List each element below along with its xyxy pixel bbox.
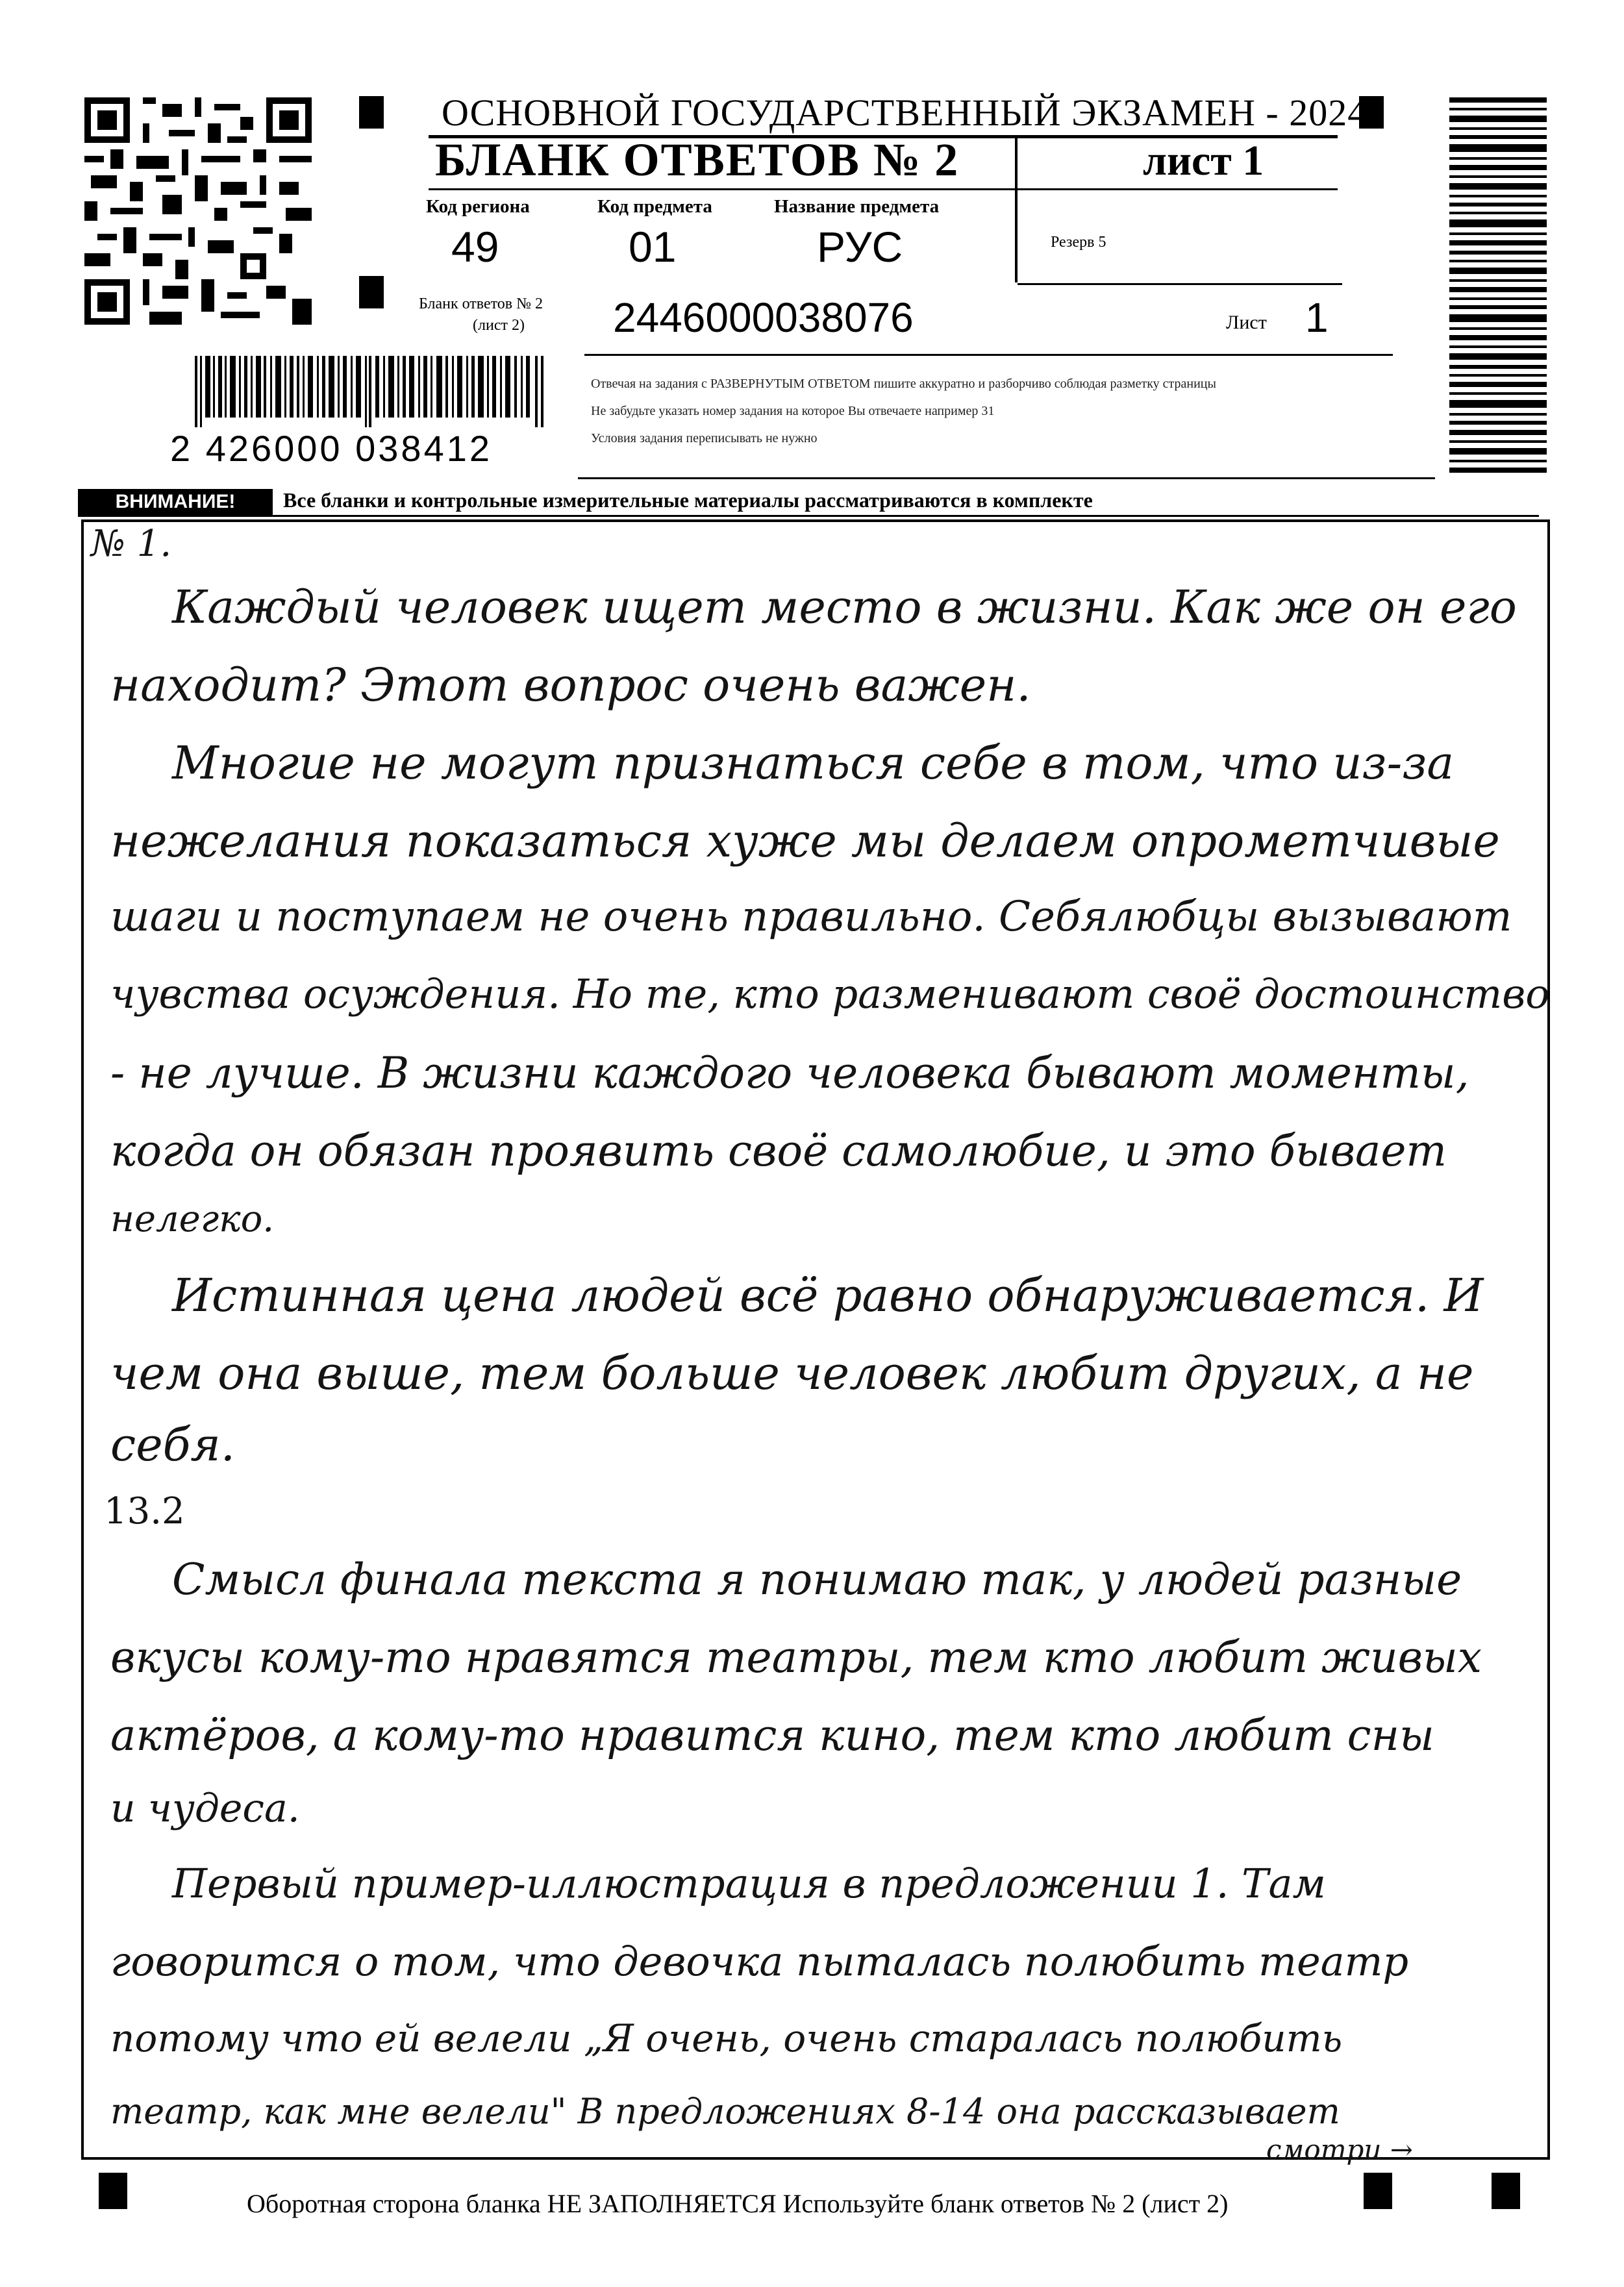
subject-code-label: Код предмета	[597, 196, 712, 217]
registration-marker-top-left	[359, 96, 384, 129]
header-divider	[429, 188, 1338, 190]
region-code-label: Код региона	[426, 196, 530, 217]
answer-line: - не лучше. В жизни каждого человека бывают моменты,	[110, 1048, 1469, 1098]
answer-line: говорится о том, что девочка пыталась полюбить театр	[110, 1938, 1409, 1985]
answer-line: и чудеса.	[110, 1786, 300, 1831]
form-title: БЛАНК ОТВЕТОВ № 2	[435, 134, 960, 186]
answer-line: когда он обязан проявить своё самолюбие, и это бывает	[110, 1126, 1447, 1176]
answer-line: № 1.	[91, 523, 172, 565]
answer-line: Смысл финала текста я понимаю так, у людей разные	[172, 1555, 1462, 1605]
header-divider-right	[1018, 283, 1342, 285]
answer-line: Первый пример-иллюстрация в предложении 1. Там	[172, 1860, 1326, 1907]
instruction-line-2: Не забудьте указать номер задания на которое Вы отвечаете например 31	[591, 404, 995, 418]
answer-line: Каждый человек ищет место в жизни. Как же он его	[172, 581, 1517, 634]
answer-line: шаги и поступаем не очень правильно. Себялюбцы вызывают	[110, 893, 1512, 941]
warning-underline	[78, 515, 1539, 517]
registration-marker-mid-left	[359, 276, 384, 308]
registration-marker-bottom-mid	[1364, 2173, 1392, 2209]
subject-name-value: РУС	[817, 223, 903, 271]
registration-marker-bottom-right	[1492, 2173, 1520, 2209]
answer-line: театр, как мне велели" В предложениях 8-14 она рассказывает	[110, 2091, 1340, 2132]
header-divider-vertical	[1015, 138, 1018, 282]
answer-line: нелегко.	[110, 1198, 275, 1240]
warning-badge: ВНИМАНИЕ!	[78, 489, 273, 515]
footer-note: Оборотная сторона бланка НЕ ЗАПОЛНЯЕТСЯ Используйте бланк ответов № 2 (лист 2)	[247, 2189, 1229, 2218]
sheet-small-label: Лист	[1226, 312, 1267, 333]
form-number: 2446000038076	[613, 294, 914, 341]
answer-line: находит? Этот вопрос очень важен.	[110, 658, 1031, 712]
instruction-line-3: Условия задания переписывать не нужно	[591, 431, 818, 445]
answer-line: потому что ей велели „Я очень, очень старалась полюбить	[110, 2016, 1343, 2060]
answer-line-continue-note: смотри →	[1266, 2134, 1413, 2166]
warning-text: Все бланки и контрольные измерительные материалы рассматриваются в комплекте	[283, 488, 1093, 512]
answer-line: Истинная цена людей всё равно обнаруживается. И	[172, 1269, 1484, 1322]
answer-line: себя.	[110, 1418, 235, 1471]
sheet-small-number: 1	[1305, 294, 1329, 341]
instruction-line-1: Отвечая на задания с РАЗВЕРНУТЫМ ОТВЕТОМ пишите аккуратно и разборчиво соблюдая разметку страницы	[591, 377, 1216, 391]
answer-line: чувства осуждения. Но те, кто разменивают своё достоинство	[110, 970, 1550, 1018]
form-label-line2: (лист 2)	[473, 317, 525, 334]
qr-code	[84, 97, 312, 325]
side-barcode	[1449, 97, 1547, 477]
barcode-digits: 2 426000 038412	[170, 428, 492, 469]
answer-line: актёров, а кому-то нравится кино, тем кто любит сны	[110, 1710, 1434, 1760]
registration-marker-bottom-left	[99, 2173, 127, 2209]
reserve-label: Резерв 5	[1051, 234, 1106, 251]
answer-line: вкусы кому-то нравятся театры, тем кто любит живых	[110, 1632, 1482, 1682]
sheet-label: лист 1	[1143, 137, 1264, 184]
answer-line: 13.2	[104, 1490, 185, 1532]
region-code-value: 49	[451, 223, 499, 271]
subject-code-value: 01	[629, 223, 677, 271]
form-number-divider	[584, 354, 1393, 356]
answer-line: Многие не могут признаться себе в том, что из-за	[172, 736, 1455, 790]
instructions-divider	[578, 477, 1435, 479]
answer-line: нежелания показаться хуже мы делаем опрометчивые	[110, 814, 1500, 868]
answer-line: чем она выше, тем больше человек любит других, а не	[110, 1347, 1474, 1400]
exam-title: ОСНОВНОЙ ГОСУДАРСТВЕННЫЙ ЭКЗАМЕН - 2024	[442, 92, 1368, 134]
linear-barcode	[195, 356, 545, 427]
subject-name-label: Название предмета	[774, 196, 940, 217]
form-label-line1: Бланк ответов № 2	[419, 295, 543, 312]
